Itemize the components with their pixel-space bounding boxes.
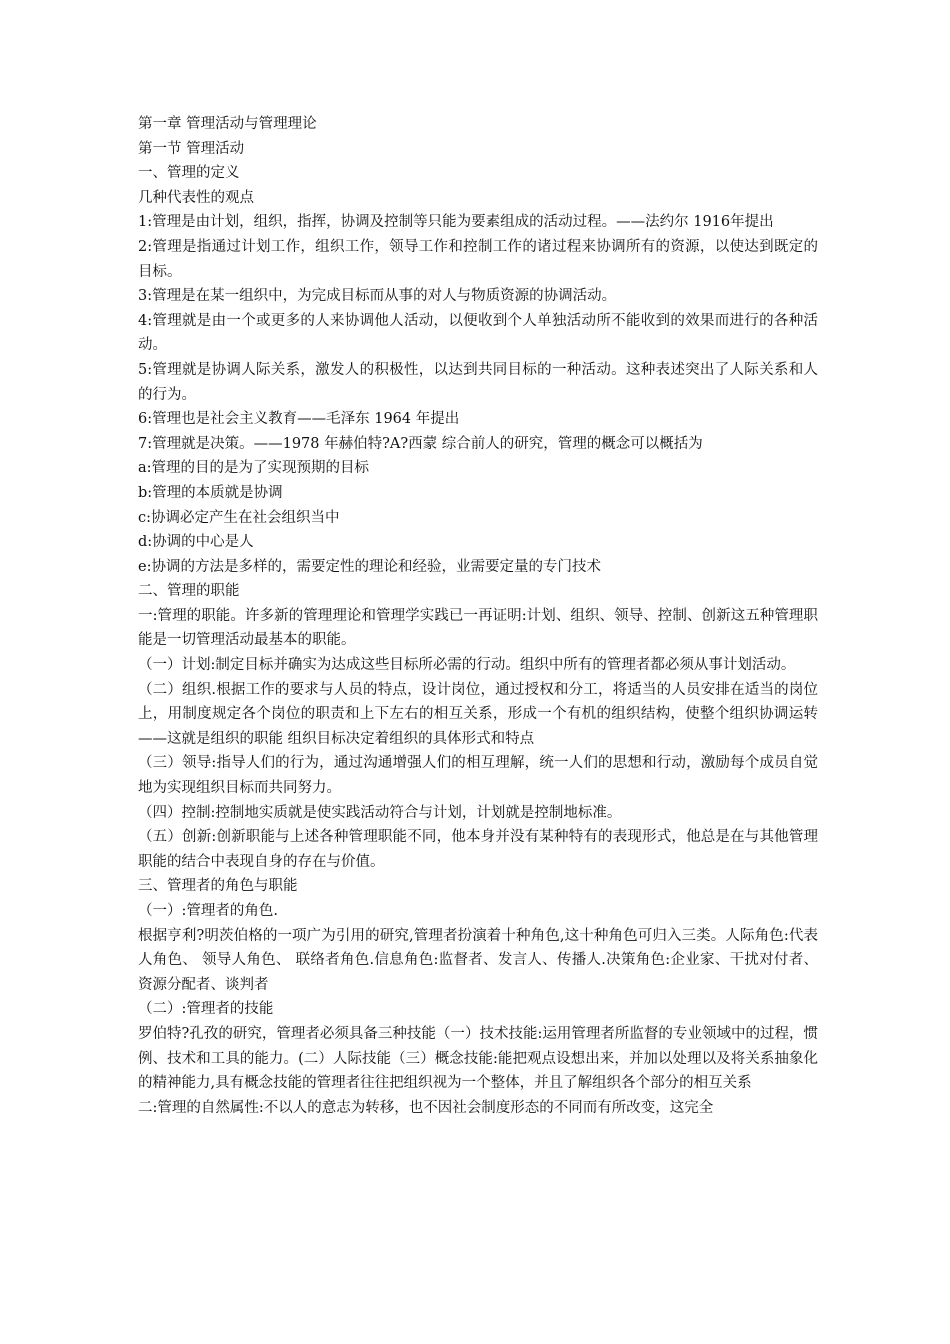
paragraph: （四）控制:控制地实质就是使实践活动符合与计划，计划就是控制地标准。 (138, 804, 622, 821)
subsection-heading: 一、管理的定义 (138, 165, 240, 182)
paragraph: e:协调的方法是多样的，需要定性的理论和经验，业需要定量的专门技术 (138, 558, 601, 575)
paragraph: （三）领导:指导人们的行为，通过沟通增强人们的相互理解，统一人们的思想和行动，激励每个成员自觉地为实现组织目标而共同努力。 (138, 755, 818, 797)
paragraph: （五）创新:创新职能与上述各种管理职能不同，他本身并没有某种特有的表现形式，他总是在与其他管理职能的结合中表现自身的存在与价值。 (138, 829, 818, 870)
paragraph: c:协调必定产生在社会组织当中 (138, 509, 340, 526)
section-title: 第一节 管理活动 (138, 140, 245, 157)
paragraph: d:协调的中心是人 (138, 534, 254, 551)
paragraph: 7:管理就是决策。——1978 年赫伯特?A?西蒙 综合前人的研究，管理的概念可以概括为 (138, 435, 703, 452)
paragraph: 5:管理就是协调人际关系，激发人的积极性，以达到共同目标的一种活动。这种表述突出了人际关系和人的行为。 (138, 361, 818, 403)
paragraph: 根据亨利?明茨伯格的一项广为引用的研究,管理者扮演着十种角色,这十种角色可归入三类。人际角色:代表人角色、 领导人角色、 联络者角色.信息角色:监督者、发言人、传播人.决策角色:企业家、干扰对付者、资源分配者、谈判者 (138, 927, 818, 993)
paragraph: （二）组织.根据工作的要求与人员的特点，设计岗位，通过授权和分工，将适当的人员安排在适当的岗位上，用制度规定各个岗位的职责和上下左右的相互关系，形成一个有机的组织结构，使整个组织协调运转——这就是组织的职能 组织目标决定着组织的具体形式和特点 (138, 681, 818, 747)
paragraph: a:管理的目的是为了实现预期的目标 (138, 460, 370, 477)
paragraph: 一:管理的职能。许多新的管理理论和管理学实践已一再证明:计划、组织、领导、控制、创新这五种管理职能是一切管理活动最基本的职能。 (138, 607, 818, 649)
chapter-title: 第一章 管理活动与管理理论 (138, 116, 317, 132)
paragraph: （二）:管理者的技能 (138, 1001, 274, 1018)
paragraph: （一）:管理者的角色. (138, 903, 278, 919)
paragraph: 4:管理就是由一个或更多的人来协调他人活动，以便收到个人单独活动所不能收到的效果而进行的各种活动。 (138, 312, 818, 354)
document-body (138, 112, 818, 1120)
paragraph: 2:管理是指通过计划工作，组织工作，领导工作和控制工作的诸过程来协调所有的资源，以使达到既定的目标。 (138, 238, 818, 280)
subsection-heading: 三、管理者的角色与职能 (138, 878, 298, 895)
paragraph: b:管理的本质就是协调 (138, 484, 283, 501)
subsection-heading: 二、管理的职能 (138, 583, 240, 600)
paragraph: 3:管理是在某一组织中，为完成目标而从事的对人与物质资源的协调活动。 (138, 288, 617, 305)
paragraph: 1:管理是由计划，组织，指挥，协调及控制等只能为要素组成的活动过程。——法约尔 1916年提出 (138, 214, 774, 231)
paragraph: 几种代表性的观点 (138, 189, 254, 206)
paragraph: 二:管理的自然属性:不以人的意志为转移，也不因社会制度形态的不同而有所改变，这完全 (138, 1099, 714, 1116)
paragraph: 6:管理也是社会主义教育——毛泽东 1964 年提出 (138, 411, 460, 428)
paragraph: （一）计划:制定目标并确实为达成这些目标所必需的行动。组织中所有的管理者都必须从事计划活动。 (138, 657, 796, 674)
paragraph: 罗伯特?孔孜的研究，管理者必须具备三种技能（一）技术技能:运用管理者所监督的专业领域中的过程，惯例、技术和工具的能力。(二）人际技能（三）概念技能:能把观点设想出来，并加以处理以及将关系抽象化的精神能力,具有概念技能的管理者往往把组织视为一个整体，并且了解组织各个部分的相互关系 (138, 1025, 818, 1092)
